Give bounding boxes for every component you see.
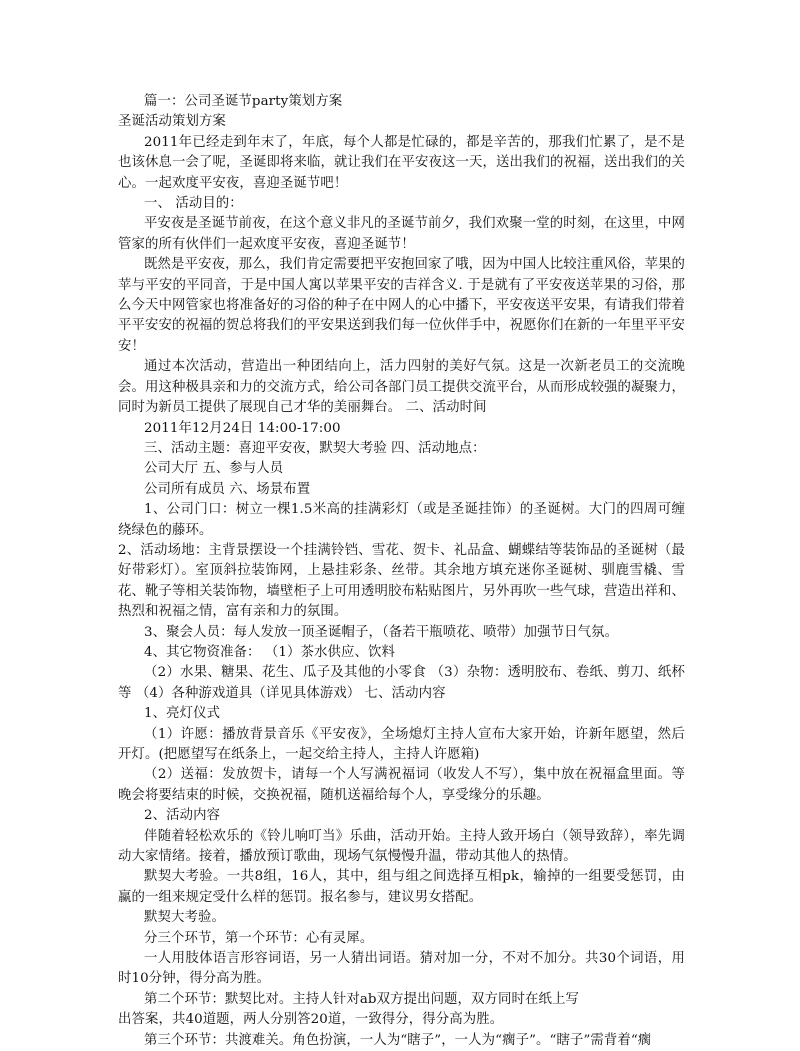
paragraph: 1、亮灯仪式 xyxy=(144,706,221,722)
paragraph: 2011年已经走到年末了，年底，每个人都是忙碌的，都是辛苦的，那我们忙累了，是不是也该休息一会了呢，圣诞即将来临，就让我们在平安夜这一天，送出我们的祝福，送出我们的关心。一起欢度平安夜，喜迎圣诞节吧！ xyxy=(118,134,685,191)
paragraph: 既然是平安夜，那么，我们肯定需要把平安抱回家了哦，因为中国人比较注重风俗，苹果的苹与平安的平同音，于是中国人寓以苹果平安的吉祥含义. 于是就有了平安夜送苹果的习俗，那么今天中网管家也将准备好的习俗的种子在中网人的心中播下，平安夜送平安果，有请我们带着平平安安的祝福的贺总将我们的平安果送到我们每一位伙伴手中，祝愿你们在新的一年里平平安安！ xyxy=(118,257,685,354)
paragraph: 通过本次活动，营造出一种团结向上，活力四射的美好气氛。这是一次新老员工的交流晚会。用这种极具亲和力的交流方式，给公司各部门员工提供交流平台，从而形成较强的凝聚力，同时为新员工提供了展现自己才华的美丽舞台。 二、活动时间 xyxy=(118,359,685,416)
paragraph: 公司大厅 五、参与人员 xyxy=(144,461,284,477)
paragraph: （1）许愿：播放背景音乐《平安夜》，全场熄灯主持人宣布大家开始，许新年愿望，然后开灯。(把愿望写在纸条上，一起交给主持人，主持人许愿箱) xyxy=(118,726,685,762)
paragraph: 2、活动场地：主背景摆设一个挂满铃铛、雪花、贺卡、礼品盒、蝴蝶结等装饰品的圣诞树（最好带彩灯）。室顶斜拉装饰网，上悬挂彩条、丝带。其余地方填充迷你圣诞树、驯鹿雪橇、雪花、靴子等相关装饰物，墙壁柜子上可用透明胶布粘贴图片，另外再吹一些气球，营造出祥和、热烈和祝福之情，富有亲和力的氛围。 xyxy=(118,542,685,620)
document-title: 篇一：公司圣诞节party策划方案 xyxy=(144,94,343,109)
paragraph: 1、公司门口：树立一棵1.5米高的挂满彩灯（或是圣诞挂饰）的圣诞树。大门的四周可缠绕绿色的藤环。 xyxy=(118,502,685,538)
document-subtitle: 圣诞活动策划方案 xyxy=(118,114,226,130)
paragraph: 2、活动内容 xyxy=(144,808,221,824)
paragraph: 第二个环节：默契比对。主持人针对ab双方提出问题，双方同时在纸上写 xyxy=(144,991,579,1007)
paragraph: 分三个环节，第一个环节：心有灵犀。 xyxy=(144,930,374,946)
paragraph: 伴随着轻松欢乐的《铃儿响叮当》乐曲，活动开始。主持人致开场白（领导致辞），率先调动大家情绪。接着，播放预订歌曲，现场气氛慢慢升温，带动其他人的热情。 xyxy=(118,828,685,865)
paragraph: 默契大考验。一共8组，16人，其中，组与组之间选择互相pk，输掉的一组要受惩罚，由赢的一组来规定受什么样的惩罚。报名参与，建议男女搭配。 xyxy=(118,869,685,905)
paragraph: 平安夜是圣诞节前夜，在这个意义非凡的圣诞节前夕，我们欢聚一堂的时刻，在这里，中网管家的所有伙伴们一起欢度平安夜，喜迎圣诞节！ xyxy=(118,216,685,252)
paragraph: 公司所有成员 六、场景布置 xyxy=(144,481,311,497)
paragraph: （2）水果、糖果、花生、瓜子及其他的小零食 （3）杂物：透明胶布、卷纸、剪刀、纸杯等 （4）各种游戏道具（详见具体游戏） 七、活动内容 xyxy=(118,665,685,701)
paragraph: （2）送福：发放贺卡，请每一个人写满祝福词（收发人不写），集中放在祝福盒里面。等晚会将要结束的时候，交换祝福，随机送福给每个人，享受缘分的乐趣。 xyxy=(118,767,685,803)
paragraph: 默契大考验。 xyxy=(144,910,225,926)
paragraph: 三、活动主题：喜迎平安夜，默契大考验 四、活动地点： xyxy=(144,440,486,456)
paragraph: 出答案，共40道题，两人分别答20道，一致得分，得分高为胜。 xyxy=(118,1012,504,1028)
section-heading: 一、 活动目的： xyxy=(144,196,243,212)
paragraph: 3、聚会人员：每人发放一顶圣诞帽子，（备若干瓶喷花、喷带）加强节日气氛。 xyxy=(144,624,619,640)
paragraph: 4、其它物资准备： （1）茶水供应、饮料 xyxy=(144,644,395,660)
paragraph: 2011年12月24日 14:00-17:00 xyxy=(144,420,341,436)
paragraph: 第三个环节：共渡难关。角色扮演，一人为“瞎子”，一人为“瘸子”。“瞎子”需背着“瘸 xyxy=(144,1032,652,1048)
document-page xyxy=(118,92,685,1051)
paragraph: 一人用肢体语言形容词语，另一人猜出词语。猜对加一分，不对不加分。共30个词语，用时10分钟，得分高为胜。 xyxy=(118,951,685,987)
